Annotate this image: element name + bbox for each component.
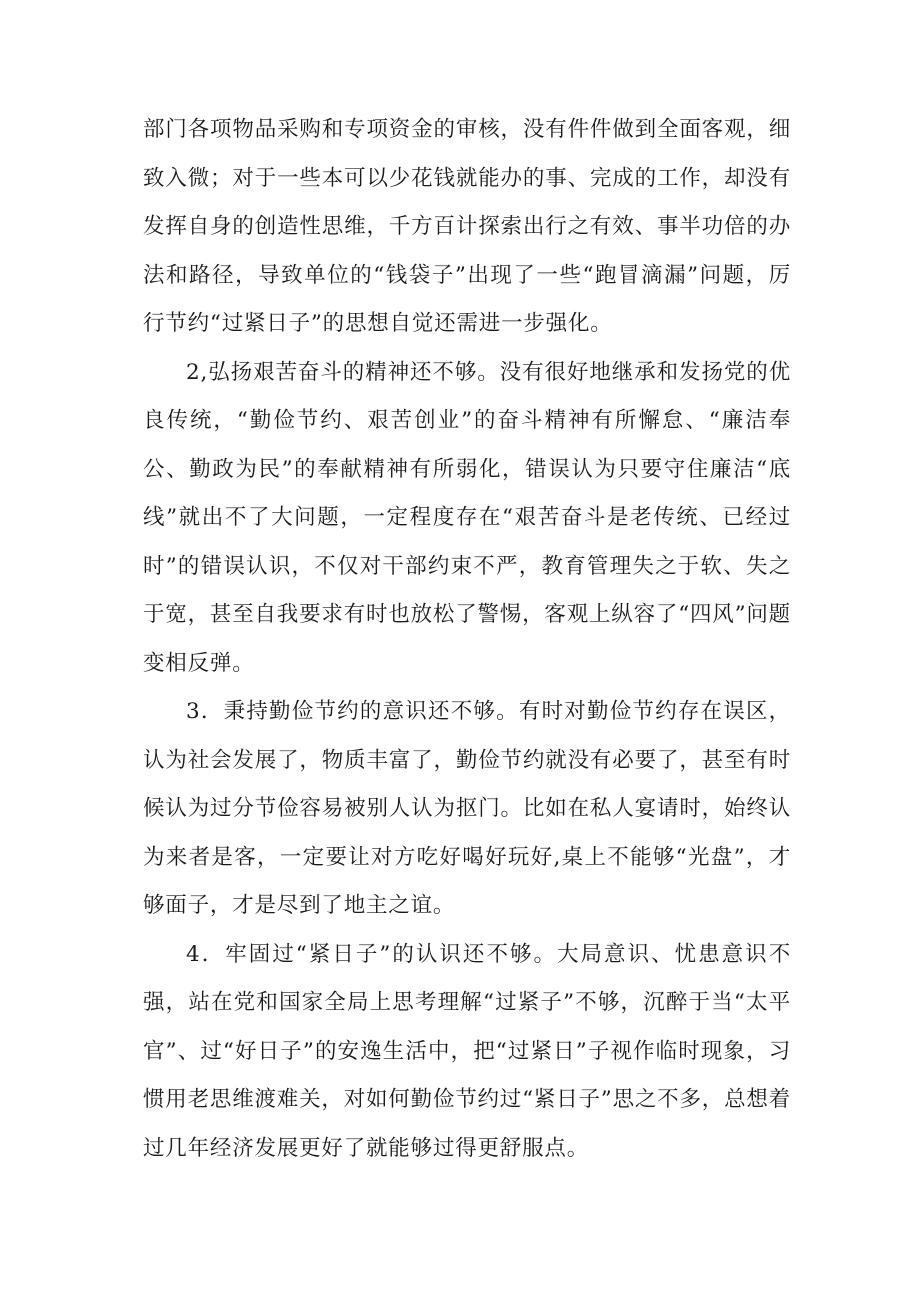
- paragraph-item-3: 3．秉持勤俭节约的意识还不够。有时对勤俭节约存在误区，认为社会发展了，物质丰富了，勤俭节约就没有必要了，甚至有时候认为过分节俭容易被别人认为抠门。比如在私人宴请时，始终认为来者是客，一定要让对方吃好喝好玩好,桌上不能够“光盘”，才够面子，才是尽到了地主之谊。: [143, 699, 791, 918]
- document-body: [143, 106, 791, 1173]
- paragraph-continuation: 部门各项物品采购和专项资金的审核，没有件件做到全面客观，细致入微；对于一些本可以少花钱就能办的事、完成的工作，却没有发挥自身的创造性思维，千方百计探索出行之有效、事半功倍的办法和路径，导致单位的“钱袋子”出现了一些“跑冒滴漏”问题，厉行节约“过紧日子”的思想自觉还需进一步强化。: [143, 117, 791, 336]
- paragraph-item-4: 4．牢固过“紧日子”的认识还不够。大局意识、忧患意识不强，站在党和国家全局上思考理解“过紧子”不够，沉醉于当“太平官”、过“好日子”的安逸生活中，把“过紧日”子视作临时现象，习惯用老思维渡难关，对如何勤俭节约过“紧日子”思之不多，总想着过几年经济发展更好了就能够过得更舒服点。: [143, 941, 791, 1161]
- paragraph-item-2: 2,弘扬艰苦奋斗的精神还不够。没有很好地继承和发扬党的优良传统，“勤俭节约、艰苦创业”的奋斗精神有所懈怠、“廉洁奉公、勤政为民”的奉献精神有所弱化，错误认为只要守住廉洁“底线”就出不了大问题，一定程度存在“艰苦奋斗是老传统、已经过时”的错误认识，不仅对干部约束不严，教育管理失之于软、失之于宽，甚至自我要求有时也放松了警惕，客观上纵容了“四风”问题变相反弹。: [143, 359, 791, 676]
